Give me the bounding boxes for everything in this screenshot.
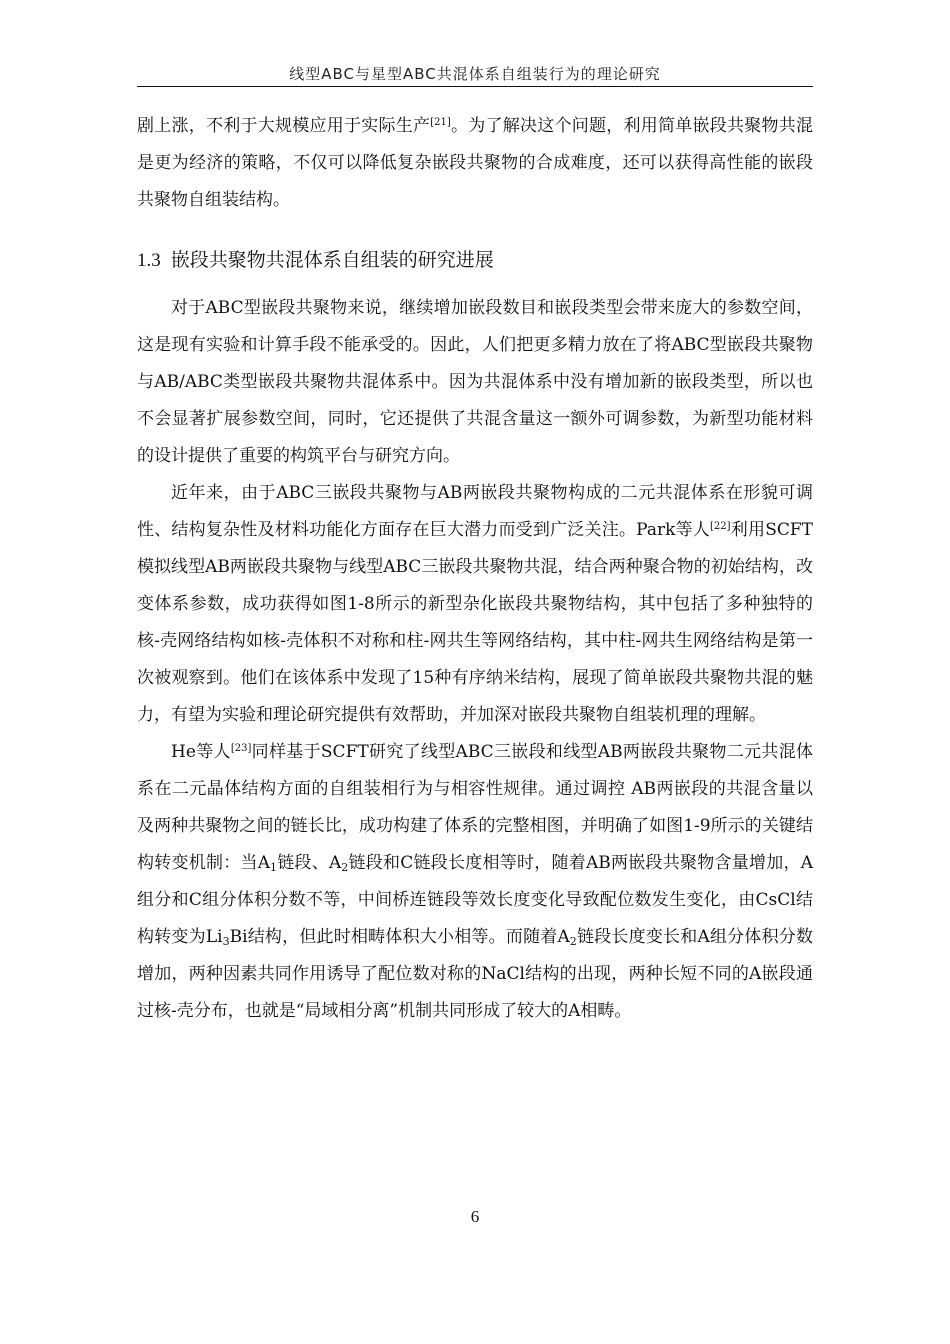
paragraph-text: 。为了解决这个问题，利用简单嵌段共聚物共混是更为经济的策略，不仅可以降低复杂嵌段共聚物的合成难度，还可以获得高性能的嵌段共聚物自组装结构。 xyxy=(137,116,814,210)
section-heading xyxy=(137,245,813,276)
page-number: 6 xyxy=(470,1207,480,1226)
paragraph-text: 链段和C链段长度相等时，随着AB两嵌段共聚物含量增加，A组分和C组分体积分数不等，中间桥连链段等效长度变化导致配位数发生变化，由CsCl结构转变为Li xyxy=(137,853,813,947)
paragraph xyxy=(137,475,813,734)
subscript: 3 xyxy=(222,935,230,948)
paragraph: 对于ABC型嵌段共聚物来说，继续增加嵌段数目和嵌段类型会带来庞大的参数空间，这是现有实验和计算手段不能承受的。因此，人们把更多精力放在了将ABC型嵌段共聚物与AB/ABC类型嵌段共聚物共混体系中。因为共混体系中没有增加新的嵌段类型，所以也不会显著扩展参数空间，同时，它还提供了共混含量这一额外可调参数，为新型功能材料的设计提供了重要的构筑平台与研究方向。 xyxy=(137,298,813,466)
subscript: 2 xyxy=(341,861,349,874)
paragraph-text: Bi结构，但此时相畴体积大小相等。而随着A xyxy=(229,927,570,947)
paragraph-text: 剧上涨，不利于大规模应用于实际生产 xyxy=(137,116,431,136)
citation-ref: [23] xyxy=(230,743,252,754)
paragraph-text: 利用SCFT模拟线型AB两嵌段共聚物与线型ABC三嵌段共聚物共混，结合两种聚合物的初始结构，改变体系参数，成功获得如图1-8所示的新型杂化嵌段共聚物结构，其中包括了多种独特的核-壳网络结构如核-壳体积不对称和柱-网共生等网络结构，其中柱-网共生网络结构是第一次被观察到。他们在该体系中发现了15种有序纳米结构，展现了简单嵌段共聚物共混的魅力，有望为实验和理论研究提供有效帮助，并加深对嵌段共聚物自组装机理的理解。 xyxy=(137,520,813,725)
paragraph xyxy=(137,734,813,1030)
paragraph-text: 链段、A xyxy=(277,853,342,873)
page-body xyxy=(137,108,813,1030)
paragraph-continued xyxy=(137,108,813,219)
citation-ref: [22] xyxy=(710,521,731,532)
running-header: 线型ABC与星型ABC共混体系自组装行为的理论研究 xyxy=(289,65,661,83)
paragraph-text: 链段长度变长和A组分体积分数增加，两种因素共同作用诱导了配位数对称的NaCl结构的出现，两种长短不同的A嵌段通过核-壳分布，也就是“局域相分离”机制共同形成了较大的A相畴。 xyxy=(137,927,813,1021)
header-divider xyxy=(137,86,813,87)
section-title: 嵌段共聚物共混体系自组装的研究进展 xyxy=(170,249,494,271)
subscript: 2 xyxy=(569,935,577,948)
paragraph-text: 同样基于SCFT研究了线型ABC三嵌段和线型AB两嵌段共聚物二元共混体系在二元晶体结构方面的自组装相行为与相容性规律。通过调控 AB两嵌段的共混含量以及两种共聚物之间的链长比，成功构建了体系的完整相图，并明确了如图1-9所示的关键结构转变机制：当A xyxy=(137,742,813,873)
citation-ref: [21] xyxy=(430,117,451,128)
paragraph-text: 近年来，由于ABC三嵌段共聚物与AB两嵌段共聚物构成的二元共混体系在形貌可调性、结构复杂性及材料功能化方面存在巨大潜力而受到广泛关注。Park等人 xyxy=(137,483,813,540)
subscript: 1 xyxy=(270,861,278,874)
paragraph-text: He等人 xyxy=(171,742,231,762)
section-number: 1.3 xyxy=(137,250,161,271)
